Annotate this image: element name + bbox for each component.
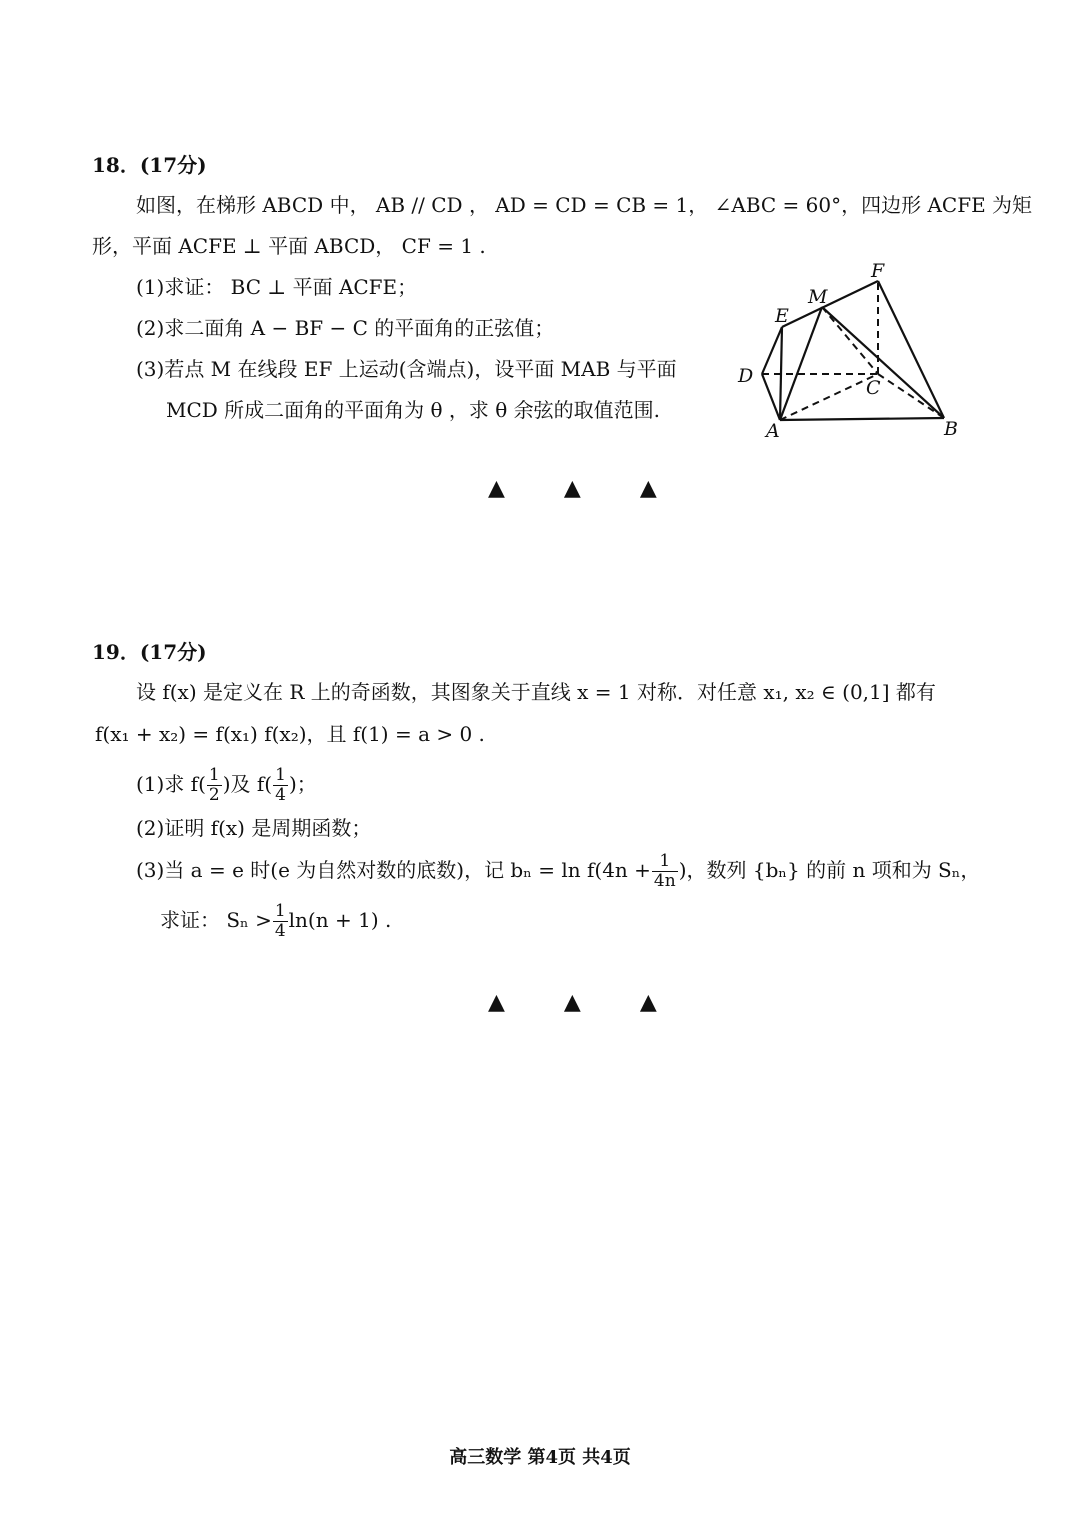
edge-DE xyxy=(762,327,782,374)
q19-part3-suffix: )，数列 {bₙ} 的前 n 项和为 Sₙ， xyxy=(678,858,981,882)
q18-part3-line2: MCD 所成二面角的平面角为 θ ，求 θ 余弦的取值范围. xyxy=(166,398,661,422)
fraction-numerator: 1 xyxy=(274,901,286,921)
fraction-denominator: 2 xyxy=(208,785,220,805)
q19-part1-mid: )及 f( xyxy=(222,772,273,796)
fraction-one-half xyxy=(207,767,222,804)
fraction-numerator: 1 xyxy=(275,765,286,785)
q18-stem-line1: 如图，在梯形 ABCD 中， AB // CD ， AD = CD = CB = 1， ∠ABC = 60°，四边形 ACFE 为矩 xyxy=(136,193,1033,217)
q19-proof xyxy=(160,898,391,942)
label-D: D xyxy=(738,365,754,387)
fraction-one-quarter xyxy=(273,903,288,940)
q19-part3 xyxy=(136,848,980,892)
label-A: A xyxy=(766,420,780,442)
q19-part1-suffix: )； xyxy=(288,772,317,796)
edge-MB xyxy=(822,307,944,418)
q18-part1: (1)求证： BC ⊥ 平面 ACFE； xyxy=(136,275,418,299)
edge-AD xyxy=(762,374,780,420)
fraction-denominator: 4 xyxy=(274,921,286,941)
label-M: M xyxy=(808,286,828,308)
q18-stem-line2: 形，平面 ACFE ⊥ 平面 ABCD， CF = 1 . xyxy=(92,234,486,258)
fraction-one-quarter xyxy=(273,767,288,804)
q18-part2: (2)求二面角 A − BF − C 的平面角的正弦值； xyxy=(136,316,555,340)
fraction-one-over-4n xyxy=(652,853,678,890)
q18-part3-line1: (3)若点 M 在线段 EF 上运动(含端点)，设平面 MAB 与平面 xyxy=(136,357,677,381)
geometry-figure xyxy=(730,255,970,445)
edge-MC-hidden xyxy=(822,307,878,374)
q19-part1 xyxy=(136,762,317,806)
q18-header: 18．(17分) xyxy=(92,153,207,177)
q19-part2: (2)证明 f(x) 是周期函数； xyxy=(136,816,372,840)
q19-header: 19．(17分) xyxy=(92,640,207,664)
label-C: C xyxy=(866,377,881,399)
label-E: E xyxy=(775,305,789,327)
q19-proof-prefix: 求证： Sₙ > xyxy=(160,908,272,932)
q19-proof-suffix: ln(n + 1) . xyxy=(288,908,392,932)
fraction-denominator: 4n xyxy=(653,871,676,891)
q19-stem-line1: 设 f(x) 是定义在 R 上的奇函数，其图象关于直线 x = 1 对称．对任意 x₁, x₂ ∈ (0,1] 都有 xyxy=(136,680,936,704)
q19-part1-prefix: (1)求 f( xyxy=(136,772,206,796)
label-B: B xyxy=(944,418,958,440)
q19-stem-line2: f(x₁ + x₂) = f(x₁) f(x₂)，且 f(1) = a > 0 . xyxy=(95,722,485,746)
page-footer: 高三数学 第4页 共4页 xyxy=(449,1447,631,1468)
edge-AB xyxy=(780,418,944,420)
section-separator-1: ▲ ▲ ▲ xyxy=(488,476,683,501)
section-separator-2: ▲ ▲ ▲ xyxy=(488,990,683,1015)
fraction-numerator: 1 xyxy=(208,765,220,785)
label-F: F xyxy=(871,260,885,282)
edge-EF xyxy=(782,281,878,327)
edge-FB xyxy=(878,281,944,418)
fraction-numerator: 1 xyxy=(652,853,678,872)
q19-part3-prefix: (3)当 a = e 时(e 为自然对数的底数)，记 bₙ = ln f(4n + xyxy=(136,858,651,882)
fraction-denominator: 4 xyxy=(275,785,286,805)
